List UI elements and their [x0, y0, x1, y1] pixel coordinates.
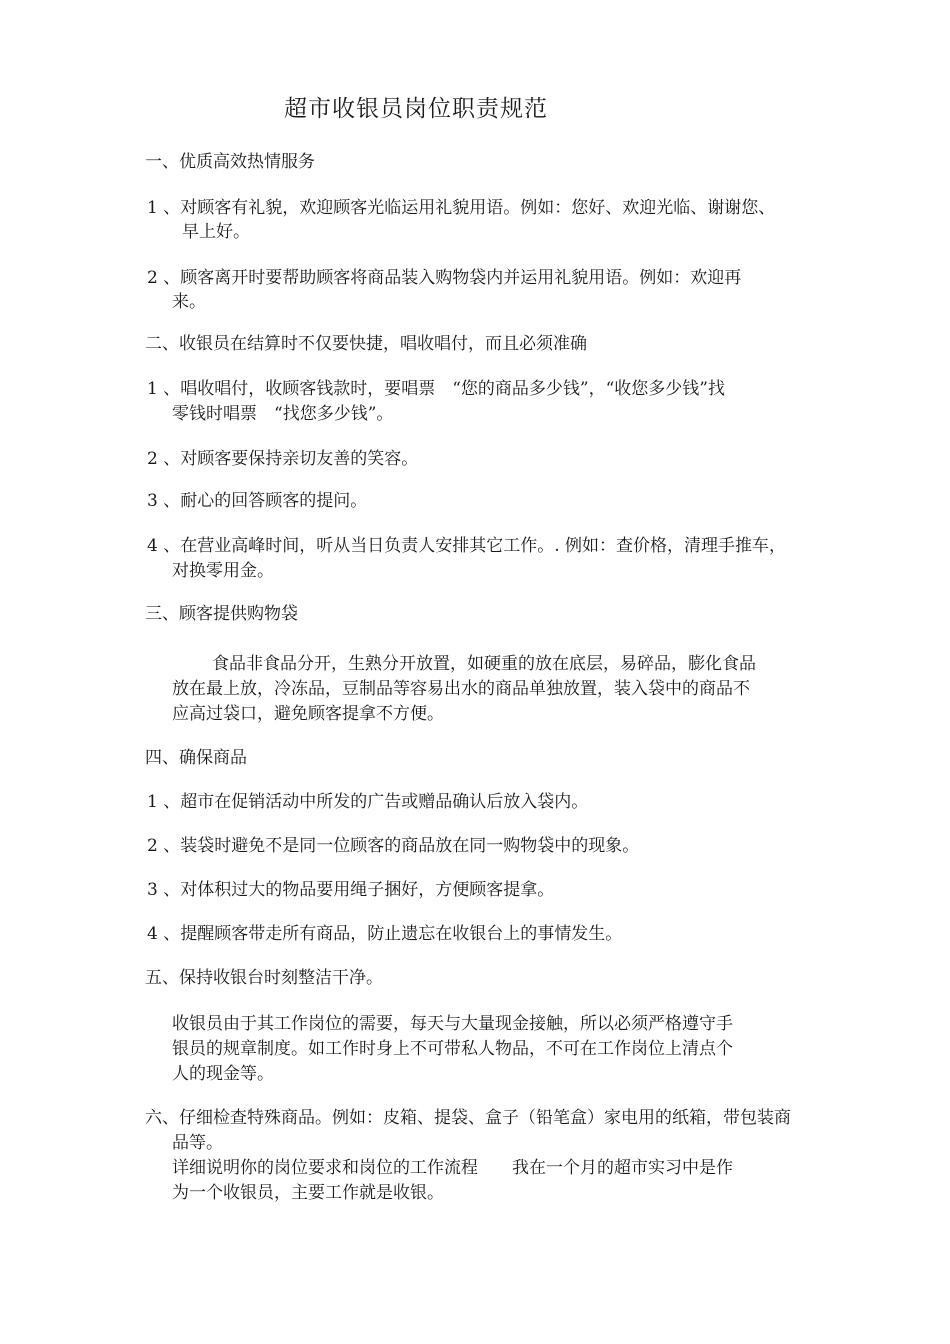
- paragraph-line: 对换零用金。: [172, 561, 274, 581]
- paragraph-line: 2 、对顾客要保持亲切友善的笑容。: [147, 449, 419, 469]
- paragraph-line: 详细说明你的岗位要求和岗位的工作流程 我在一个月的超市实习中是作: [172, 1158, 733, 1178]
- paragraph-line: 4 、提醒顾客带走所有商品，防止遗忘在收银台上的事情发生。: [147, 924, 623, 944]
- paragraph-line: 1 、超市在促销活动中所发的广告或赠品确认后放入袋内。: [147, 792, 589, 812]
- section-heading-5: 五、保持收银台时刻整洁干净。: [145, 968, 383, 988]
- section-heading-2: 二、收银员在结算时不仅要快捷，唱收唱付，而且必须准确: [145, 334, 587, 354]
- paragraph-line: 放在最上放，冷冻品，豆制品等容易出水的商品单独放置，装入袋中的商品不: [172, 679, 750, 699]
- paragraph-line: 3 、耐心的回答顾客的提问。: [147, 491, 368, 511]
- paragraph-line: 2 、顾客离开时要帮助顾客将商品装入购物袋内并运用礼貌用语。例如：欢迎再: [147, 268, 742, 288]
- section-heading-3: 三、顾客提供购物袋: [145, 604, 298, 624]
- section-heading-6: 六、仔细检查特殊商品。例如：皮箱、提袋、盒子（铅笔盒）家电用的纸箱，带包装商: [145, 1108, 791, 1128]
- section-heading-4: 四、确保商品: [145, 748, 247, 768]
- paragraph-line: 4 、在营业高峰时间，听从当日负责人安排其它工作。. 例如：查价格，清理手推车，: [147, 536, 787, 556]
- paragraph-line: 3 、对体积过大的物品要用绳子捆好，方便顾客提拿。: [147, 880, 555, 900]
- paragraph-line: 1 、对顾客有礼貌，欢迎顾客光临运用礼貌用语。例如：您好、欢迎光临、谢谢您、: [147, 198, 776, 218]
- paragraph-line: 应高过袋口，避免顾客提拿不方便。: [172, 704, 444, 724]
- paragraph-line: 为一个收银员，主要工作就是收银。: [172, 1183, 444, 1203]
- paragraph-line: 食品非食品分开，生熟分开放置，如硬重的放在底层，易碎品，膨化食品: [212, 654, 756, 674]
- paragraph-line: 零钱时唱票 “找您多少钱”。: [172, 404, 394, 424]
- paragraph-line: 银员的规章制度。如工作时身上不可带私人物品，不可在工作岗位上清点个: [172, 1039, 733, 1059]
- paragraph-line: 早上好。: [182, 222, 250, 242]
- paragraph-line: 2 、装袋时避免不是同一位顾客的商品放在同一购物袋中的现象。: [147, 836, 640, 856]
- document-title: 超市收银员岗位职责规范: [284, 96, 548, 122]
- paragraph-line: 1 、唱收唱付，收顾客钱款时，要唱票 “您的商品多少钱”，“收您多少钱”找: [147, 379, 725, 399]
- paragraph-line: 收银员由于其工作岗位的需要，每天与大量现金接触，所以必须严格遵守手: [172, 1014, 733, 1034]
- section-heading-1: 一、优质高效热情服务: [145, 152, 315, 172]
- paragraph-line: 来。: [172, 292, 206, 312]
- paragraph-line: 品等。: [172, 1133, 223, 1153]
- paragraph-line: 人的现金等。: [172, 1064, 274, 1084]
